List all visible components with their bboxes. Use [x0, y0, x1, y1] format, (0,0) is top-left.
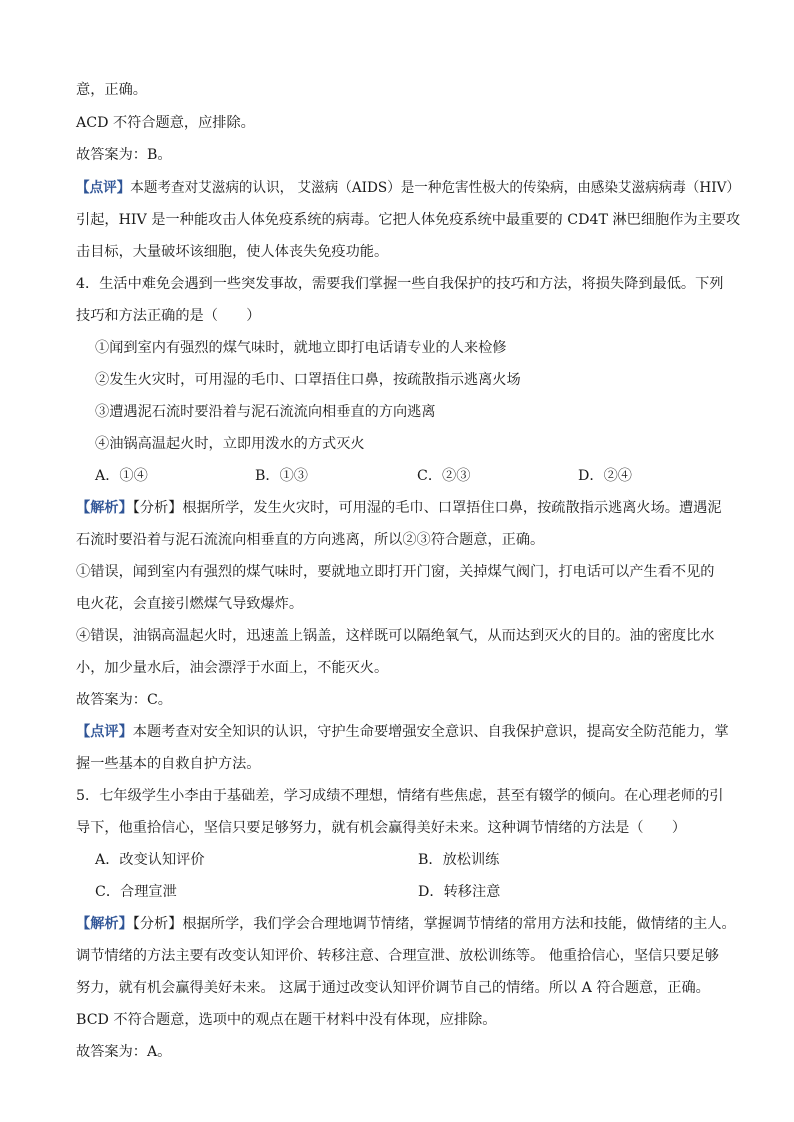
text-line: ①错误，闻到室内有强烈的煤气味时，要就地立即打开门窗，关掉煤气阀门，打电话可以产生看不见的	[76, 564, 715, 580]
q4-option-d: D．②④	[578, 468, 632, 484]
q4-option-b: B．①③	[255, 468, 308, 484]
q4-option-a: A．①④	[95, 468, 148, 484]
analysis-text: 根据所学，发生火灾时，可用湿的毛巾、口罩捂住口鼻，按疏散指示逃离火场。遭遇泥	[182, 500, 722, 516]
text-line: ACD 不符合题意，应排除。	[76, 115, 255, 131]
q5-option-d: D．转移注意	[418, 884, 501, 900]
text-line: 引起，HIV 是一种能攻击人体免疫系统的病毒。它把人体免疫系统中最重要的 CD4T 淋巴细胞作为主要攻	[76, 212, 741, 228]
text-line: 调节情绪的方法主要有改变认知评价、转移注意、合理宣泄、放松训练等。 他重拾信心，坚信只要足够	[76, 948, 719, 964]
analysis-subtag: 【分析】	[132, 916, 183, 932]
statement-1: ①闻到室内有强烈的煤气味时，就地立即打电话请专业的人来检修	[95, 340, 507, 356]
text-line: ④错误，油锅高温起火时，迅速盖上锅盖，这样既可以隔绝氧气，从而达到灭火的目的。油的密度比水	[76, 628, 715, 644]
text-line: 意，正确。	[76, 82, 147, 98]
q4-option-c: C．②③	[417, 468, 471, 484]
analysis-tag: 【解析】	[76, 500, 133, 516]
comment-line	[76, 178, 740, 198]
analysis-line	[76, 498, 722, 518]
answer-line: 故答案为：B。	[76, 147, 172, 163]
q5-option-b: B．放松训练	[418, 852, 500, 868]
question-5-stem: 5．七年级学生小李由于基础差，学习成绩不理想，情绪有些焦虑，甚至有辍学的倾向。在心理老师的引	[76, 788, 724, 804]
question-4-stem: 4．生活中难免会遇到一些突发事故，需要我们掌握一些自我保护的技巧和方法，将损失降到最低。下列	[76, 276, 724, 292]
text-line: BCD 不符合题意，选项中的观点在题干材料中没有体现，应排除。	[76, 1012, 497, 1028]
comment-line	[76, 722, 729, 742]
q5-option-c: C．合理宣泄	[95, 884, 177, 900]
statement-3: ③遭遇泥石流时要沿着与泥石流流向相垂直的方向逃离	[95, 404, 436, 420]
comment-tag: 【点评】	[76, 724, 133, 740]
comment-text: 本题考查对安全知识的认识，守护生命要增强安全意识、自我保护意识，提高安全防范能力，掌	[132, 724, 729, 740]
text-line: 努力，就有机会赢得美好未来。 这属于通过改变认知评价调节自己的情绪。所以 A 符合题意，正确。	[76, 980, 710, 996]
q5-option-a: A．改变认知评价	[95, 852, 205, 868]
text-line: 石流时要沿着与泥石流流向相垂直的方向逃离，所以②③符合题意，正确。	[76, 532, 545, 548]
question-4-stem: 技巧和方法正确的是（ ）	[76, 308, 261, 324]
analysis-text: 根据所学，我们学会合理地调节情绪，掌握调节情绪的常用方法和技能，做情绪的主人。	[182, 916, 736, 932]
text-line: 电火花，会直接引燃煤气导致爆炸。	[76, 596, 304, 612]
answer-line: 故答案为：C。	[76, 692, 172, 708]
answer-line: 故答案为：A。	[76, 1044, 172, 1060]
analysis-tag: 【解析】	[76, 916, 133, 932]
statement-2: ②发生火灾时，可用湿的毛巾、口罩捂住口鼻，按疏散指示逃离火场	[95, 372, 521, 388]
text-line: 握一些基本的自救自护方法。	[76, 756, 261, 772]
text-line: 击目标，大量破坏该细胞，使人体丧失免疫功能。	[76, 244, 389, 260]
statement-4: ④油锅高温起火时，立即用泼水的方式灭火	[95, 436, 365, 452]
question-5-stem: 导下，他重拾信心，坚信只要足够努力，就有机会赢得美好未来。这种调节情绪的方法是（ ）	[76, 820, 687, 836]
analysis-line	[76, 914, 736, 934]
comment-tag: 【点评】	[76, 180, 131, 196]
analysis-subtag: 【分析】	[132, 500, 183, 516]
text-line: 小，加少量水后，油会漂浮于水面上，不能灭火。	[76, 660, 389, 676]
comment-text: 本题考查对艾滋病的认识， 艾滋病（AIDS）是一种危害性极大的传染病，由感染艾滋病病毒（HIV）	[130, 180, 740, 196]
